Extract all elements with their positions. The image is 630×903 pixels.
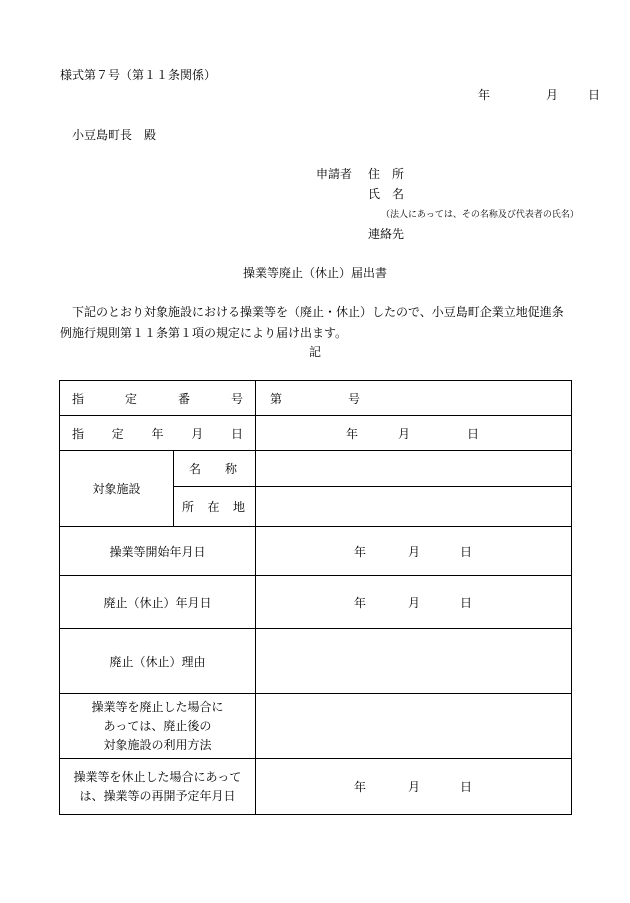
abolition-usage-field[interactable] [256,694,572,759]
year-char: 年 [354,780,367,794]
month-char: 月 [398,426,411,441]
month-char: 月 [408,544,421,559]
applicant-contact-label: 連絡先 [368,227,405,241]
facility-name-field[interactable] [256,451,572,487]
row-abolition-usage [60,694,572,759]
row-facility-name [60,451,572,487]
row-operation-start [60,527,572,576]
row-abolition-reason [60,629,572,694]
label-char: 定 [111,426,124,441]
year-char: 年 [346,426,359,441]
abolition-usage-label [60,694,256,759]
day-char: 日 [460,595,473,610]
operation-start-label: 操業等開始年月日 [60,527,256,576]
day-char: 日 [467,426,480,441]
label-char: 号 [230,391,243,406]
abolition-date-field[interactable] [256,576,572,629]
facility-label: 対象施設 [60,451,174,527]
document-title: 操業等廃止（休止）届出書 [242,266,387,280]
day-char: 日 [460,544,473,559]
row-designation-date [60,416,572,451]
label-char: 指 [72,391,85,406]
label-char: 年 [151,426,164,441]
year-char: 年 [354,595,367,610]
date-day: 日 [588,88,601,102]
date-month: 月 [546,88,559,102]
month-char: 月 [408,595,421,610]
label-char: 名 [189,462,202,476]
designation-number-label [60,381,256,416]
designation-number-field[interactable] [256,381,572,416]
date-year: 年 [478,88,491,102]
label-line: 操業等を休止した場合にあって [73,769,242,784]
notification-table [59,380,572,815]
label-char: 在 [207,500,220,514]
applicant-label: 申請者 [316,167,353,181]
addressee: 小豆島町長 殿 [72,128,157,142]
abolition-date-label: 廃止（休止）年月日 [60,576,256,629]
label-char: 指 [72,426,85,441]
abolition-reason-field[interactable] [256,629,572,694]
ki-marker: 記 [308,345,321,359]
designation-date-label [60,416,256,451]
form-id: 様式第７号（第１１条関係） [60,68,217,82]
row-abolition-date [60,576,572,629]
designation-date-field[interactable] [256,416,572,451]
submission-date [478,86,600,103]
label-line: 対象施設の利用方法 [103,737,212,752]
body-text: 下記のとおり対象施設における操業等を（廃止・休止）したので、小豆島町企業立地促進条例施行規則第１１条第１項の規定により届け出ます。 [60,305,564,340]
label-char: 番 [177,391,190,406]
corporation-note: （法人にあっては、その名称及び代表者の氏名） [381,210,579,220]
month-char: 月 [408,780,421,794]
label-char: 所 [182,500,195,514]
applicant-name-label: 氏 名 [368,187,405,201]
facility-name-label [174,451,256,487]
designation-number-prefix: 第 [270,391,283,406]
row-suspension-restart [60,759,572,815]
label-line: 操業等を廃止した場合に [91,699,224,714]
label-line: は、操業等の再開予定年月日 [79,788,236,803]
applicant-address-label: 住 所 [368,167,405,181]
abolition-reason-label: 廃止（休止）理由 [60,629,256,694]
label-char: 日 [230,426,243,441]
suspension-restart-label [60,759,256,815]
label-char: 定 [124,391,137,406]
facility-location-label [174,487,256,527]
suspension-restart-field[interactable] [256,759,572,815]
label-line: あっては、廃止後の [103,718,212,733]
label-char: 月 [191,426,204,441]
operation-start-field[interactable] [256,527,572,576]
year-char: 年 [354,544,367,559]
facility-location-field[interactable] [256,487,572,527]
row-designation-number [60,381,572,416]
day-char: 日 [460,780,473,794]
label-char: 地 [232,500,245,514]
label-char: 称 [224,462,237,476]
designation-number-suffix: 号 [348,391,361,406]
